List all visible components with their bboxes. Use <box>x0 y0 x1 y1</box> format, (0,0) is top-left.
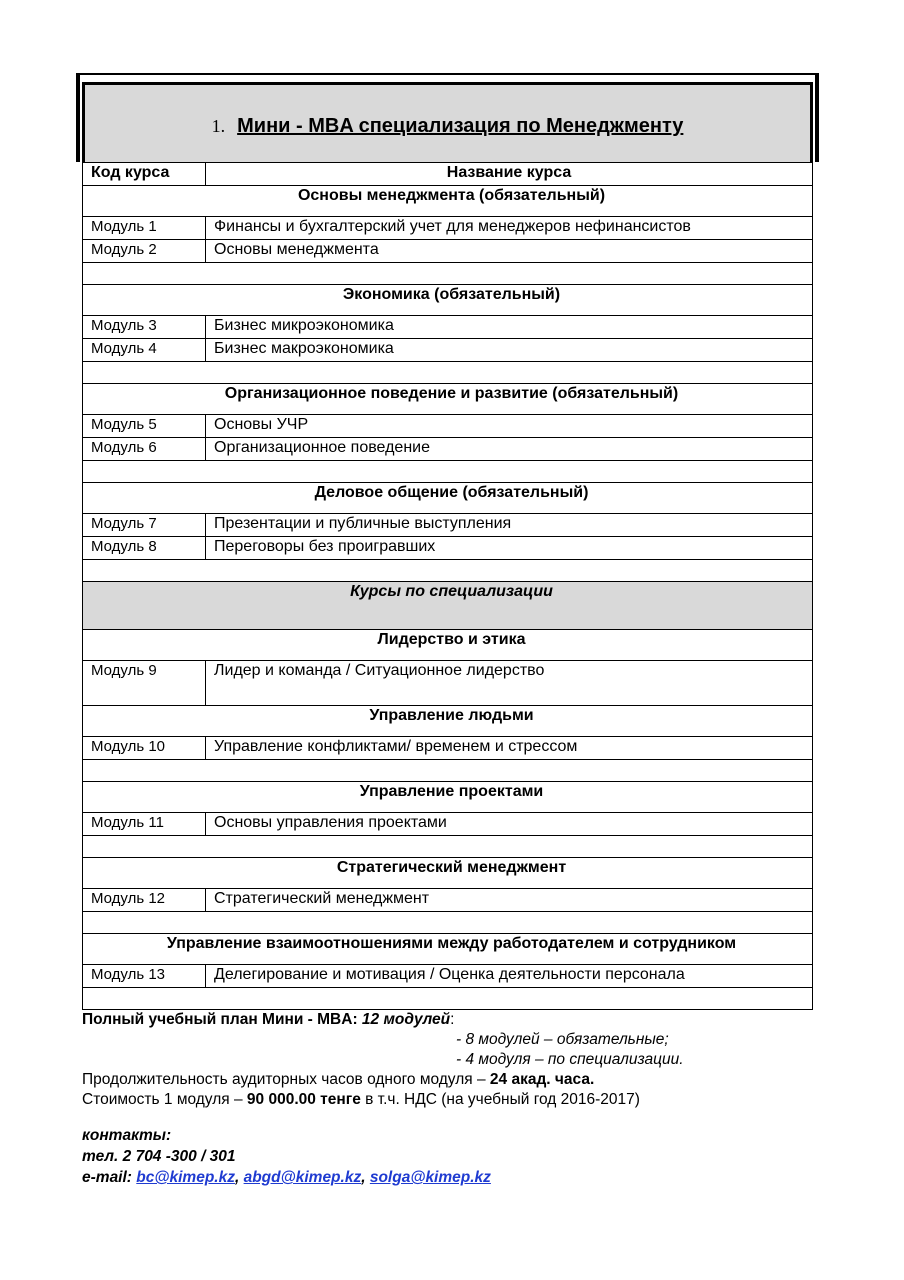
title-number: 1. <box>211 116 226 136</box>
table-row <box>83 813 813 836</box>
module-name: Бизнес макроэкономика <box>206 339 813 362</box>
table-row <box>83 415 813 438</box>
module-name: Лидер и команда / Ситуационное лидерство <box>206 661 813 706</box>
table-row <box>83 240 813 263</box>
specialization-header-row <box>83 582 813 630</box>
section-title: Управление взаимоотношениями между работодателем и сотрудником <box>83 934 813 965</box>
section-title: Основы менеджмента (обязательный) <box>83 186 813 217</box>
module-code: Модуль 12 <box>83 889 206 912</box>
header-code: Код курса <box>83 163 206 186</box>
module-name: Переговоры без проигравших <box>206 537 813 560</box>
email-link-abgd[interactable]: abgd@kimep.kz <box>243 1169 362 1186</box>
specialization-title: Курсы по специализации <box>83 582 813 630</box>
blank-row <box>83 760 813 782</box>
header-name: Название курса <box>206 163 813 186</box>
blank-row <box>83 988 813 1010</box>
hours-line <box>82 1070 684 1090</box>
module-name: Стратегический менеджмент <box>206 889 813 912</box>
plan-value: 12 модулей <box>361 1011 451 1028</box>
module-code: Модуль 2 <box>83 240 206 263</box>
section-title: Лидерство и этика <box>83 630 813 661</box>
title-box <box>82 82 813 162</box>
table-row <box>83 889 813 912</box>
module-code: Модуль 5 <box>83 415 206 438</box>
table-row <box>83 514 813 537</box>
section-row <box>83 858 813 889</box>
blank-row <box>83 836 813 858</box>
table-header-row <box>83 163 813 186</box>
plan-line <box>82 1010 684 1030</box>
section-row <box>83 782 813 813</box>
section-title: Управление проектами <box>83 782 813 813</box>
module-code: Модуль 6 <box>83 438 206 461</box>
mandatory-note: - 8 модулей – обязательные; <box>456 1031 669 1048</box>
section-row <box>83 384 813 415</box>
module-code: Модуль 7 <box>83 514 206 537</box>
cost-line <box>82 1090 684 1110</box>
blank-cell <box>83 362 813 384</box>
blank-cell <box>83 263 813 285</box>
specialized-note: - 4 модуля – по специализации. <box>456 1051 684 1068</box>
contacts-label: контакты: <box>82 1127 172 1144</box>
courses-table <box>82 162 813 1010</box>
table-row <box>83 737 813 760</box>
module-code: Модуль 9 <box>83 661 206 706</box>
contacts <box>82 1125 491 1188</box>
cost-suffix: в т.ч. НДС (на учебный год 2016-2017) <box>365 1091 640 1108</box>
module-name: Делегирование и мотивация / Оценка деятельности персонала <box>206 965 813 988</box>
section-row <box>83 285 813 316</box>
contacts-email-line: e-mail: bc@kimep.kz, abgd@kimep.kz, solga@kimep.kz <box>82 1169 491 1186</box>
plan-label: Полный учебный план Мини - MBA: <box>82 1011 358 1028</box>
blank-row <box>83 912 813 934</box>
module-name: Презентации и публичные выступления <box>206 514 813 537</box>
module-code: Модуль 11 <box>83 813 206 836</box>
contacts-phone: тел. 2 704 -300 / 301 <box>82 1148 236 1165</box>
blank-cell <box>83 461 813 483</box>
module-name: Основы управления проектами <box>206 813 813 836</box>
section-title: Экономика (обязательный) <box>83 285 813 316</box>
module-code: Модуль 3 <box>83 316 206 339</box>
section-title: Управление людьми <box>83 706 813 737</box>
module-code: Модуль 4 <box>83 339 206 362</box>
table-row <box>83 339 813 362</box>
plan-notes <box>82 1010 684 1110</box>
module-name: Основы УЧР <box>206 415 813 438</box>
module-code: Модуль 8 <box>83 537 206 560</box>
table-row <box>83 661 813 706</box>
hours-text: Продолжительность аудиторных часов одного модуля – <box>82 1071 486 1088</box>
blank-cell <box>83 560 813 582</box>
section-title: Организационное поведение и развитие (обязательный) <box>83 384 813 415</box>
blank-cell <box>83 912 813 934</box>
table-row <box>83 965 813 988</box>
module-name: Основы менеджмента <box>206 240 813 263</box>
blank-cell <box>83 988 813 1010</box>
blank-cell <box>83 760 813 782</box>
email-link-bc[interactable]: bc@kimep.kz <box>136 1169 235 1186</box>
section-title: Стратегический менеджмент <box>83 858 813 889</box>
module-name: Финансы и бухгалтерский учет для менеджеров нефинансистов <box>206 217 813 240</box>
section-row <box>83 706 813 737</box>
table-row <box>83 217 813 240</box>
module-name: Организационное поведение <box>206 438 813 461</box>
blank-row <box>83 461 813 483</box>
table-row <box>83 316 813 339</box>
section-row <box>83 630 813 661</box>
cost-value: 90 000.00 тенге <box>246 1091 361 1108</box>
page-title <box>85 115 810 138</box>
hours-value: 24 акад. часа. <box>489 1071 595 1088</box>
title-text: Мини - MBA специализация по Менеджменту <box>237 115 684 137</box>
email-link-solga[interactable]: solga@kimep.kz <box>369 1169 491 1186</box>
table-row <box>83 438 813 461</box>
section-title: Деловое общение (обязательный) <box>83 483 813 514</box>
blank-row <box>83 362 813 384</box>
plan-colon: : <box>450 1011 455 1028</box>
section-row <box>83 186 813 217</box>
email-label: e-mail: <box>82 1169 132 1186</box>
module-code: Модуль 13 <box>83 965 206 988</box>
module-name: Управление конфликтами/ временем и стрессом <box>206 737 813 760</box>
table-row <box>83 537 813 560</box>
blank-row <box>83 263 813 285</box>
blank-row <box>83 560 813 582</box>
module-code: Модуль 10 <box>83 737 206 760</box>
cost-text: Стоимость 1 модуля – <box>82 1091 243 1108</box>
module-name: Бизнес микроэкономика <box>206 316 813 339</box>
module-code: Модуль 1 <box>83 217 206 240</box>
section-row <box>83 483 813 514</box>
section-row <box>83 934 813 965</box>
blank-cell <box>83 836 813 858</box>
